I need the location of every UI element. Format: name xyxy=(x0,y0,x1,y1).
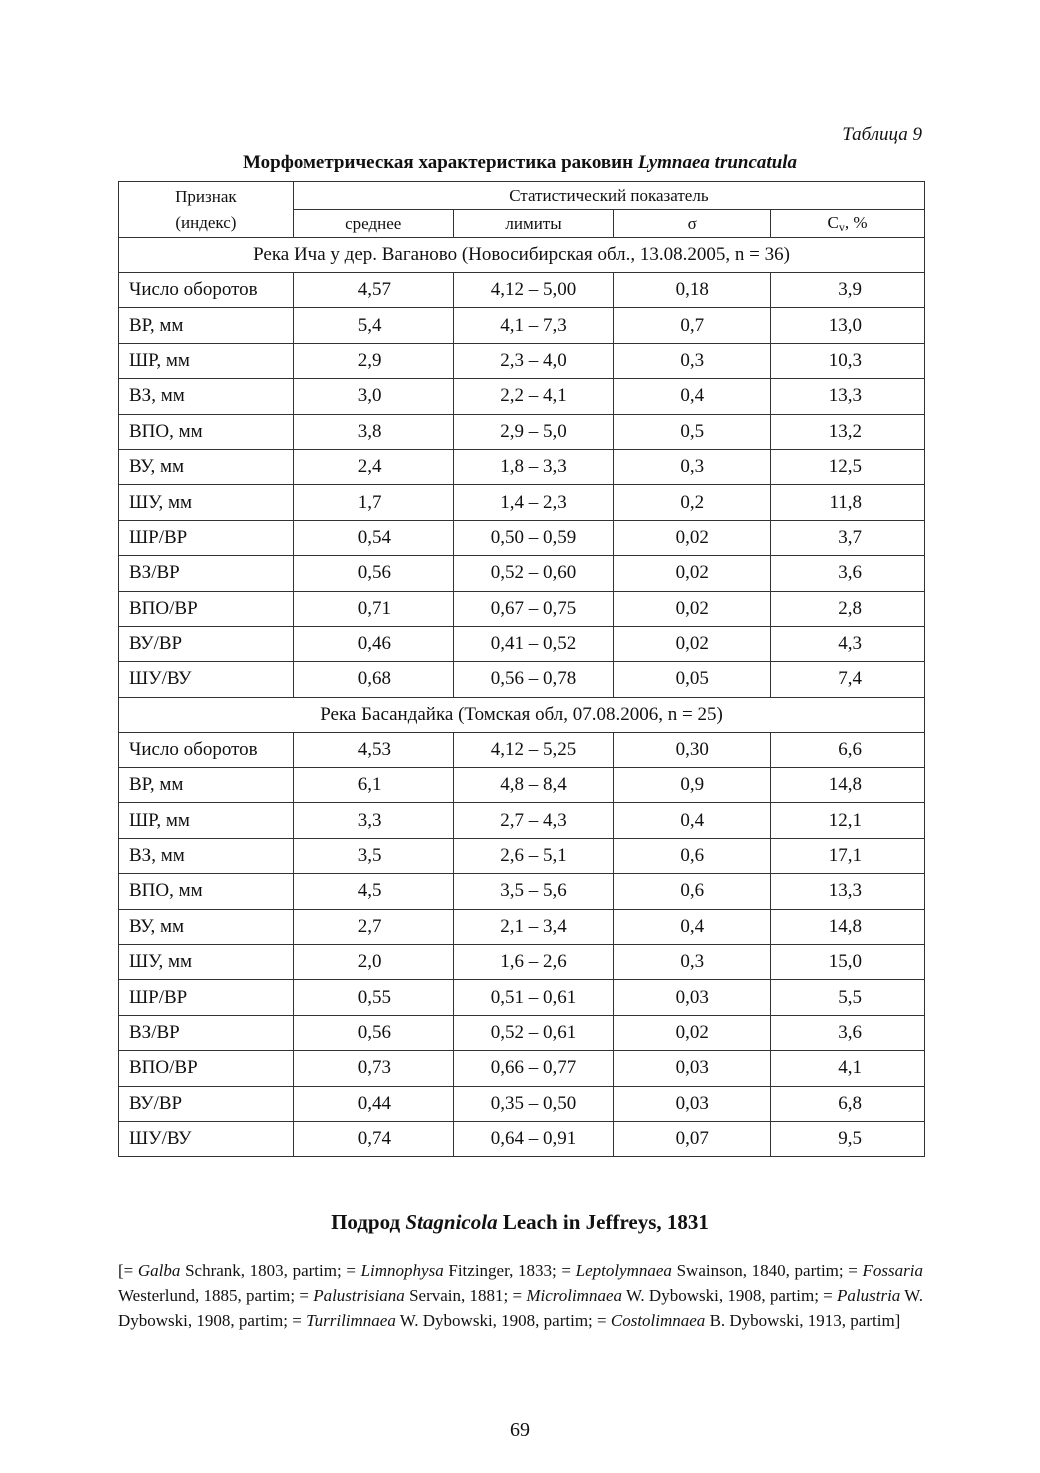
synonymy-text: Fitzinger, 1833; = xyxy=(443,1261,576,1280)
feature-header-line2: (индекс) xyxy=(175,212,237,232)
sd-cell: 0,18 xyxy=(614,273,771,308)
feature-cell: ВУ, мм xyxy=(119,909,294,944)
synonym-genus-name: Fossaria xyxy=(862,1261,923,1280)
table-row xyxy=(119,1086,925,1121)
mean-cell: 3,8 xyxy=(293,414,453,449)
feature-cell: ВР, мм xyxy=(119,308,294,343)
limits-cell: 1,4 – 2,3 xyxy=(453,485,614,520)
feature-cell: ШУ/ВУ xyxy=(119,1121,294,1156)
subgenus-prefix: Подрод xyxy=(331,1210,406,1234)
sd-cell: 0,02 xyxy=(614,626,771,661)
cv-cell: 3,7 xyxy=(771,520,925,555)
mean-cell: 0,56 xyxy=(293,1015,453,1050)
cv-cell: 12,1 xyxy=(771,803,925,838)
mean-cell: 2,4 xyxy=(293,449,453,484)
synonym-genus-name: Palustria xyxy=(837,1286,901,1305)
mean-cell: 4,57 xyxy=(293,273,453,308)
limits-cell: 0,64 – 0,91 xyxy=(453,1121,614,1156)
cv-cell: 11,8 xyxy=(771,485,925,520)
table-row xyxy=(119,945,925,980)
table-row xyxy=(119,1121,925,1156)
cv-cell: 17,1 xyxy=(771,838,925,873)
section-title: Река Ича у дер. Ваганово (Новосибирская обл., 13.08.2005, n = 36) xyxy=(119,238,925,273)
feature-cell: ШУ, мм xyxy=(119,485,294,520)
feature-cell: ШУ, мм xyxy=(119,945,294,980)
cv-cell: 3,6 xyxy=(771,1015,925,1050)
table-row xyxy=(119,379,925,414)
sd-cell: 0,5 xyxy=(614,414,771,449)
sd-cell: 0,03 xyxy=(614,980,771,1015)
header-row-1 xyxy=(119,182,925,210)
synonymy-paragraph xyxy=(118,1258,923,1333)
synonymy-text: Westerlund, 1885, partim; = xyxy=(118,1286,314,1305)
table-row xyxy=(119,626,925,661)
mean-cell: 0,71 xyxy=(293,591,453,626)
limits-cell: 0,66 – 0,77 xyxy=(453,1051,614,1086)
cv-cell: 6,6 xyxy=(771,732,925,767)
synonym-genus-name: Microlimnaea xyxy=(526,1286,622,1305)
synonym-genus-name: Palustrisiana xyxy=(313,1286,405,1305)
subgenus-genus: Stagnicola xyxy=(405,1210,498,1234)
mean-cell: 6,1 xyxy=(293,768,453,803)
table-row xyxy=(119,485,925,520)
cv-cell: 10,3 xyxy=(771,343,925,378)
synonymy-text: Servain, 1881; = xyxy=(404,1286,527,1305)
cv-cell: 15,0 xyxy=(771,945,925,980)
mean-cell: 0,74 xyxy=(293,1121,453,1156)
table-row xyxy=(119,874,925,909)
mean-cell: 2,7 xyxy=(293,909,453,944)
feature-cell: ВПО/ВР xyxy=(119,591,294,626)
table-row xyxy=(119,414,925,449)
limits-cell: 2,3 – 4,0 xyxy=(453,343,614,378)
mean-cell: 0,55 xyxy=(293,980,453,1015)
limits-cell: 2,1 – 3,4 xyxy=(453,909,614,944)
limits-cell: 2,7 – 4,3 xyxy=(453,803,614,838)
sd-cell: 0,02 xyxy=(614,556,771,591)
limits-cell: 0,35 – 0,50 xyxy=(453,1086,614,1121)
table-row xyxy=(119,1015,925,1050)
cv-cell: 4,1 xyxy=(771,1051,925,1086)
mean-cell: 2,9 xyxy=(293,343,453,378)
sd-cell: 0,03 xyxy=(614,1051,771,1086)
limits-cell: 0,52 – 0,60 xyxy=(453,556,614,591)
sd-cell: 0,6 xyxy=(614,838,771,873)
cv-unit: , % xyxy=(844,212,868,232)
sd-cell: 0,4 xyxy=(614,379,771,414)
table-row xyxy=(119,449,925,484)
cv-cell: 14,8 xyxy=(771,768,925,803)
mean-cell: 0,73 xyxy=(293,1051,453,1086)
mean-cell: 0,56 xyxy=(293,556,453,591)
mean-cell: 0,54 xyxy=(293,520,453,555)
mean-cell: 0,68 xyxy=(293,662,453,697)
sd-cell: 0,02 xyxy=(614,1015,771,1050)
limits-cell: 1,8 – 3,3 xyxy=(453,449,614,484)
feature-cell: ВУ/ВР xyxy=(119,1086,294,1121)
cv-cell: 14,8 xyxy=(771,909,925,944)
sd-cell: 0,05 xyxy=(614,662,771,697)
table-row xyxy=(119,838,925,873)
table-row xyxy=(119,273,925,308)
cv-column-header xyxy=(771,210,925,238)
synonym-genus-name: Leptolymnaea xyxy=(575,1261,672,1280)
feature-cell: ВПО/ВР xyxy=(119,1051,294,1086)
synonymy-text: [= xyxy=(118,1261,138,1280)
sd-cell: 0,7 xyxy=(614,308,771,343)
sd-cell: 0,9 xyxy=(614,768,771,803)
table-row xyxy=(119,556,925,591)
subgenus-authority: Leach in Jeffreys, 1831 xyxy=(497,1210,709,1234)
sd-cell: 0,30 xyxy=(614,732,771,767)
mean-column-header: среднее xyxy=(293,210,453,238)
mean-cell: 3,5 xyxy=(293,838,453,873)
limits-cell: 2,6 – 5,1 xyxy=(453,838,614,873)
feature-header-line1: Признак xyxy=(175,186,237,206)
mean-cell: 3,3 xyxy=(293,803,453,838)
table-number: Таблица 9 xyxy=(842,124,922,145)
mean-cell: 5,4 xyxy=(293,308,453,343)
feature-cell: ШР/ВР xyxy=(119,520,294,555)
feature-cell: ВЗ, мм xyxy=(119,379,294,414)
feature-cell: ШР, мм xyxy=(119,803,294,838)
limits-cell: 0,52 – 0,61 xyxy=(453,1015,614,1050)
mean-cell: 4,5 xyxy=(293,874,453,909)
feature-cell: ВУ, мм xyxy=(119,449,294,484)
limits-cell: 4,1 – 7,3 xyxy=(453,308,614,343)
page-number: 69 xyxy=(510,1419,530,1441)
cv-cell: 13,0 xyxy=(771,308,925,343)
limits-cell: 0,41 – 0,52 xyxy=(453,626,614,661)
mean-cell: 4,53 xyxy=(293,732,453,767)
table-row xyxy=(119,909,925,944)
feature-cell: ВПО, мм xyxy=(119,414,294,449)
mean-cell: 0,46 xyxy=(293,626,453,661)
feature-cell: ВЗ, мм xyxy=(119,838,294,873)
cv-cell: 13,3 xyxy=(771,379,925,414)
table-title xyxy=(0,152,1040,174)
cv-symbol: C xyxy=(827,212,839,232)
limits-cell: 4,12 – 5,00 xyxy=(453,273,614,308)
sd-cell: 0,4 xyxy=(614,909,771,944)
feature-cell: ШР, мм xyxy=(119,343,294,378)
cv-cell: 3,6 xyxy=(771,556,925,591)
species-name: Lymnaea truncatula xyxy=(637,152,798,173)
limits-cell: 0,50 – 0,59 xyxy=(453,520,614,555)
cv-cell: 5,5 xyxy=(771,980,925,1015)
feature-cell: ВПО, мм xyxy=(119,874,294,909)
sd-cell: 0,02 xyxy=(614,520,771,555)
sd-cell: 0,03 xyxy=(614,1086,771,1121)
table-row xyxy=(119,803,925,838)
limits-cell: 0,51 – 0,61 xyxy=(453,980,614,1015)
table-row xyxy=(119,980,925,1015)
sd-cell: 0,02 xyxy=(614,591,771,626)
cv-cell: 9,5 xyxy=(771,1121,925,1156)
limits-column-header: лимиты xyxy=(453,210,614,238)
stat-group-header: Статистический показатель xyxy=(293,182,924,210)
cv-cell: 2,8 xyxy=(771,591,925,626)
subgenus-heading xyxy=(0,1210,1040,1235)
sd-column-header: σ xyxy=(614,210,771,238)
feature-cell: ВЗ/ВР xyxy=(119,1015,294,1050)
limits-cell: 0,67 – 0,75 xyxy=(453,591,614,626)
synonym-genus-name: Turrilimnaea xyxy=(306,1311,396,1330)
sd-cell: 0,2 xyxy=(614,485,771,520)
table-row xyxy=(119,308,925,343)
limits-cell: 2,9 – 5,0 xyxy=(453,414,614,449)
synonymy-text: Swainson, 1840, partim; = xyxy=(671,1261,863,1280)
table-row xyxy=(119,662,925,697)
section-title: Река Басандайка (Томская обл, 07.08.2006, n = 25) xyxy=(119,697,925,732)
synonymy-text: B. Dybowski, 1913, partim] xyxy=(705,1311,901,1330)
limits-cell: 4,12 – 5,25 xyxy=(453,732,614,767)
feature-cell: Число оборотов xyxy=(119,273,294,308)
cv-cell: 13,3 xyxy=(771,874,925,909)
cv-cell: 7,4 xyxy=(771,662,925,697)
sd-cell: 0,07 xyxy=(614,1121,771,1156)
sd-cell: 0,6 xyxy=(614,874,771,909)
synonymy-text: W. Dybowski, 1908, partim; = xyxy=(118,1286,923,1330)
sd-cell: 0,4 xyxy=(614,803,771,838)
feature-cell: ШУ/ВУ xyxy=(119,662,294,697)
feature-cell: ВР, мм xyxy=(119,768,294,803)
section-header-row xyxy=(119,697,925,732)
mean-cell: 0,44 xyxy=(293,1086,453,1121)
synonymy-text: W. Dybowski, 1908, partim; = xyxy=(395,1311,611,1330)
morphometric-table xyxy=(118,181,925,1157)
table-row xyxy=(119,520,925,555)
limits-cell: 4,8 – 8,4 xyxy=(453,768,614,803)
sd-cell: 0,3 xyxy=(614,449,771,484)
section-header-row xyxy=(119,238,925,273)
synonymy-text: Schrank, 1803, partim; = xyxy=(180,1261,361,1280)
limits-cell: 0,56 – 0,78 xyxy=(453,662,614,697)
feature-cell: ШР/ВР xyxy=(119,980,294,1015)
synonymy-text: W. Dybowski, 1908, partim; = xyxy=(622,1286,838,1305)
cv-cell: 12,5 xyxy=(771,449,925,484)
limits-cell: 2,2 – 4,1 xyxy=(453,379,614,414)
table-row xyxy=(119,1051,925,1086)
synonym-genus-name: Galba xyxy=(137,1261,181,1280)
mean-cell: 1,7 xyxy=(293,485,453,520)
mean-cell: 3,0 xyxy=(293,379,453,414)
cv-cell: 6,8 xyxy=(771,1086,925,1121)
table-row xyxy=(119,768,925,803)
cv-subscript: v xyxy=(838,219,845,234)
sd-cell: 0,3 xyxy=(614,343,771,378)
table-row xyxy=(119,591,925,626)
mean-cell: 2,0 xyxy=(293,945,453,980)
cv-cell: 13,2 xyxy=(771,414,925,449)
feature-cell: ВЗ/ВР xyxy=(119,556,294,591)
sd-cell: 0,3 xyxy=(614,945,771,980)
limits-cell: 1,6 – 2,6 xyxy=(453,945,614,980)
table-title-text: Морфометрическая характеристика раковин xyxy=(242,152,638,173)
synonym-genus-name: Costolimnaea xyxy=(610,1311,706,1330)
feature-column-header xyxy=(119,182,294,238)
limits-cell: 3,5 – 5,6 xyxy=(453,874,614,909)
feature-cell: Число оборотов xyxy=(119,732,294,767)
table-row xyxy=(119,343,925,378)
cv-cell: 3,9 xyxy=(771,273,925,308)
cv-cell: 4,3 xyxy=(771,626,925,661)
synonym-genus-name: Limnophysa xyxy=(360,1261,444,1280)
feature-cell: ВУ/ВР xyxy=(119,626,294,661)
table-row xyxy=(119,732,925,767)
